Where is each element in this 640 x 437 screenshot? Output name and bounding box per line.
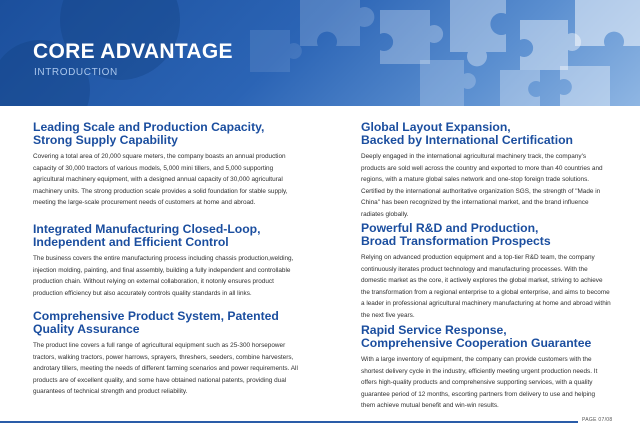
section-body: The business covers the entire manufacturing process including chassis production,welding, injection molding, painting, and final assembly, building a fully independent and controllable production chain. Without relying on external collaboration, it notonly ensures product production efficiency but also accurately controls quality standards in all links. [33, 255, 294, 297]
header-banner [0, 0, 640, 106]
section-body: Deeply engaged in the international agricultural machinery track, the company's products are sold well across the country and exported to more than 40 countries and regions, with a mature global sales network and one-stop foreign trade solutions. Certified by the international authoritative organization SGS, the strength of "Made in China" has been recognized by the international market, and the brand influence radiates globally. [361, 153, 603, 218]
section-body: Covering a total area of 20,000 square meters, the company boasts an annual production capacity of 30,000 tractors of various models, 5,000 mini tillers, and 5,000 supporting agricultural machinery equipment, with a designed annual capacity of 30,000 agricultural machinery units. The strong production scale provides a solid foundation for stable supply, meeting the large-scale procurement needs of customers at home and abroad. [33, 153, 288, 207]
heading-line: Quality Assurance [33, 322, 140, 336]
heading-line: Comprehensive Cooperation Guarantee [361, 336, 592, 350]
section-body: Relying on advanced production equipment and a top-tier R&D team, the company continuously iterates product technology and manufacturing processes. With the domestic market as the core, it actively explores the global market, striving to achieve the transformation from a regional enterprise to a global enterprise, and aims to become a leader in professional agricultural machinery manufacturing at home and abroad within the next five years. [361, 254, 611, 319]
section-heading [361, 324, 611, 350]
section-service-response [361, 324, 611, 412]
heading-line: Powerful R&D and Production, [361, 221, 539, 235]
section-integrated-manufacturing [33, 223, 301, 299]
heading-line: Independent and Efficient Control [33, 235, 229, 249]
heading-line: Global Layout Expansion, [361, 120, 511, 134]
section-heading [33, 310, 301, 336]
page-title: CORE ADVANTAGE [33, 40, 233, 63]
section-body: The product line covers a full range of agricultural equipment such as 25-300 horsepower tractors, walking tractors, power harrows, sprayers, threshers, seeders, combine harvesters, androtary tillers, meeting the needs of different farming scenarios and power requirements. All products are of excellent quality, and some have obtained national patents, providing dual guarantees of technical strength and product reliability. [33, 342, 298, 396]
heading-line: Integrated Manufacturing Closed-Loop, [33, 222, 261, 236]
page-number: PAGE 07/08 [582, 417, 613, 423]
heading-line: Broad Transformation Prospects [361, 234, 551, 248]
section-rnd-production [361, 222, 611, 322]
section-body: With a large inventory of equipment, the company can provide customers with the shortest delivery cycle in the industry, efficiently meeting urgent production needs. It offers high-quality products and comprehensive supporting services, with a quality guarantee period of 12 months, escorting partners from delivery to use and helping them achieve mutual benefit and win-win results. [361, 356, 598, 410]
section-scale-capacity [33, 121, 301, 209]
section-product-system [33, 310, 301, 398]
heading-line: Rapid Service Response, [361, 323, 507, 337]
section-heading [361, 222, 611, 248]
heading-line: Comprehensive Product System, Patented [33, 309, 279, 323]
section-heading [33, 121, 301, 147]
page-subtitle: INTRODUCTION [34, 67, 118, 78]
section-heading [33, 223, 301, 249]
heading-line: Leading Scale and Production Capacity, [33, 120, 265, 134]
heading-line: Backed by International Certification [361, 133, 573, 147]
footer-rule [0, 421, 578, 423]
heading-line: Strong Supply Capability [33, 133, 178, 147]
section-global-layout [361, 121, 611, 221]
section-heading [361, 121, 611, 147]
